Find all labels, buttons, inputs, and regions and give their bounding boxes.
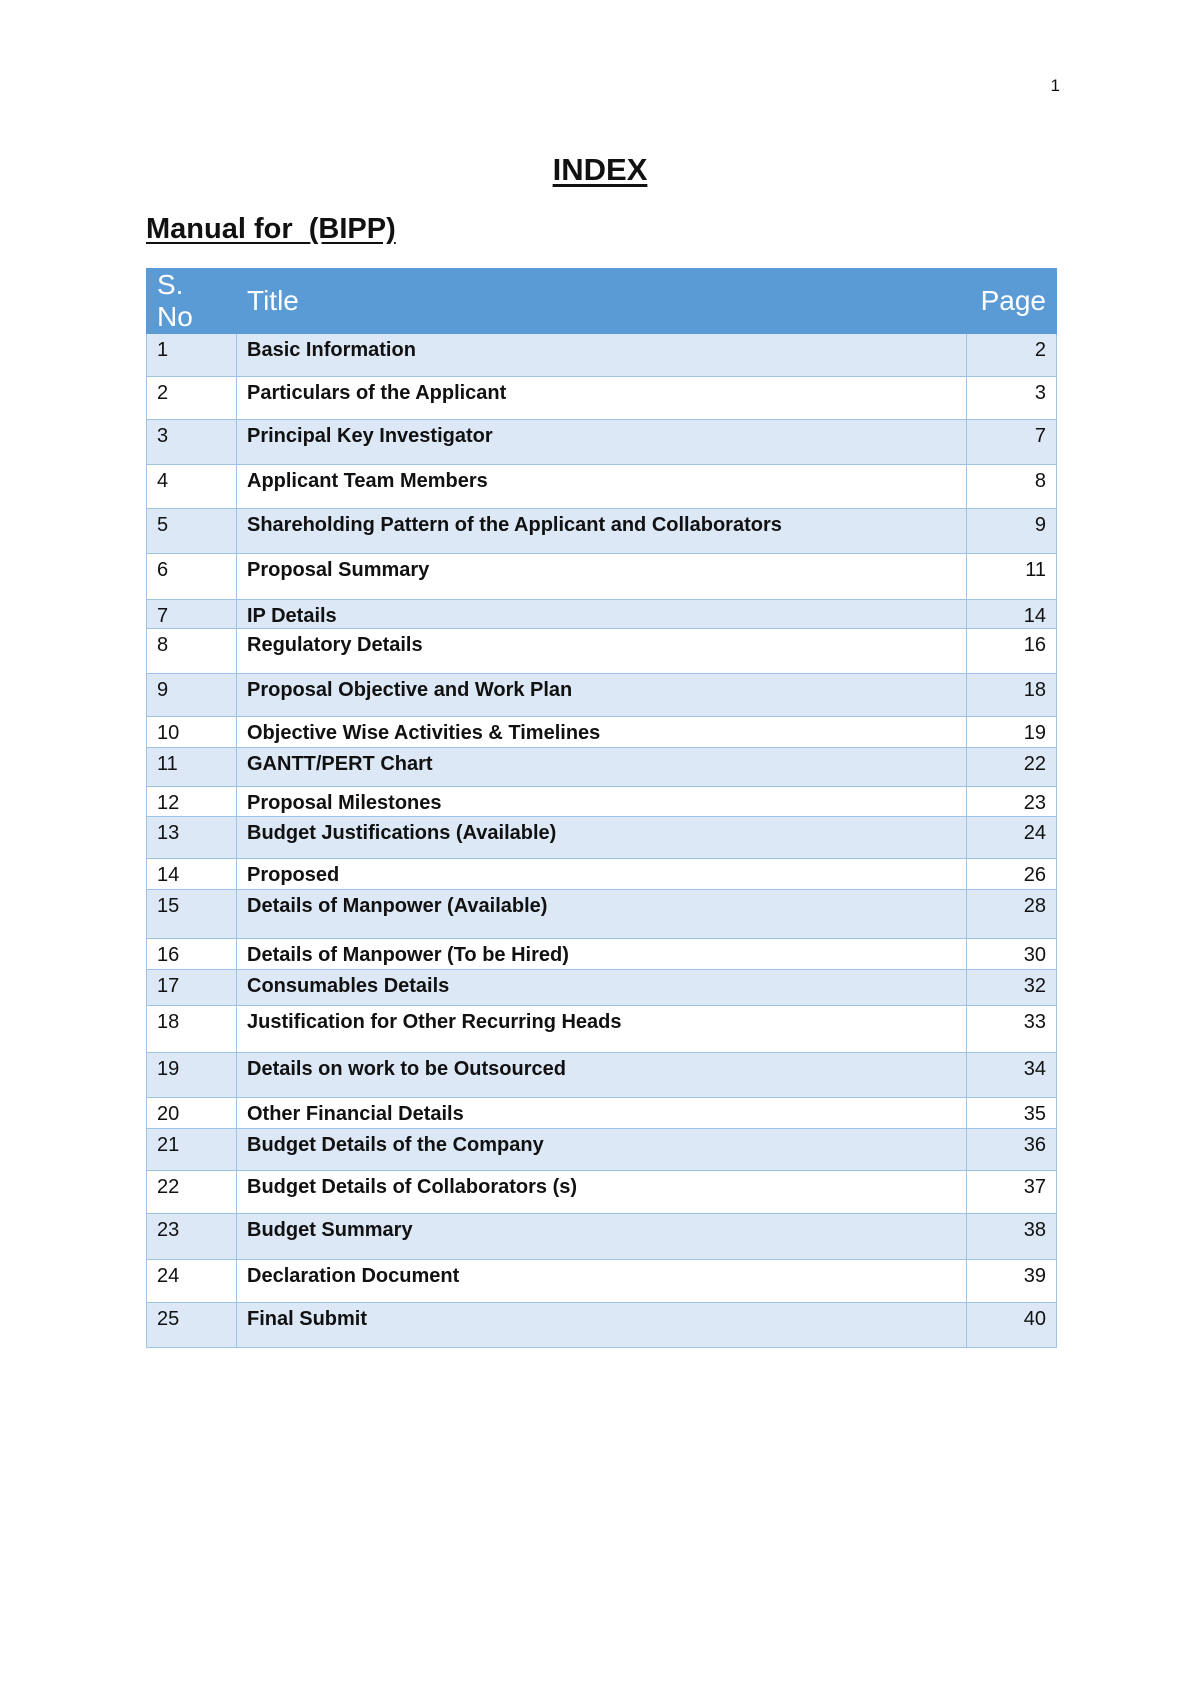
index-heading: INDEX — [552, 152, 648, 187]
table-row — [147, 817, 1057, 859]
row-sno: 9 — [147, 674, 237, 717]
row-title: Applicant Team Members — [237, 465, 967, 509]
row-title: Basic Information — [237, 334, 967, 377]
row-sno: 22 — [147, 1171, 237, 1214]
row-title: Budget Details of Collaborators (s) — [237, 1171, 967, 1214]
table-row — [147, 939, 1057, 970]
table-row — [147, 1260, 1057, 1303]
row-sno: 3 — [147, 420, 237, 465]
table-row — [147, 554, 1057, 600]
row-title: Budget Details of the Company — [237, 1129, 967, 1171]
row-title: Details of Manpower (Available) — [237, 890, 967, 939]
row-title: Final Submit — [237, 1303, 967, 1348]
table-row — [147, 1053, 1057, 1098]
row-page: 30 — [967, 939, 1057, 970]
header-title: Title — [237, 269, 967, 334]
row-title: Budget Summary — [237, 1214, 967, 1260]
row-page: 9 — [967, 509, 1057, 554]
row-sno: 17 — [147, 970, 237, 1006]
row-title: GANTT/PERT Chart — [237, 748, 967, 787]
row-page: 34 — [967, 1053, 1057, 1098]
row-page: 3 — [967, 377, 1057, 420]
row-title: Principal Key Investigator — [237, 420, 967, 465]
row-page: 28 — [967, 890, 1057, 939]
row-page: 37 — [967, 1171, 1057, 1214]
row-page: 40 — [967, 1303, 1057, 1348]
row-sno: 12 — [147, 787, 237, 817]
row-page: 32 — [967, 970, 1057, 1006]
table-row — [147, 1129, 1057, 1171]
row-sno: 2 — [147, 377, 237, 420]
row-page: 35 — [967, 1098, 1057, 1129]
row-title: Consumables Details — [237, 970, 967, 1006]
row-page: 26 — [967, 859, 1057, 890]
row-title: Regulatory Details — [237, 629, 967, 674]
table-row — [147, 970, 1057, 1006]
index-table-header — [147, 269, 1057, 334]
row-sno: 19 — [147, 1053, 237, 1098]
row-sno: 1 — [147, 334, 237, 377]
index-table-body — [147, 334, 1057, 1348]
table-row — [147, 465, 1057, 509]
row-title: Proposal Summary — [237, 554, 967, 600]
row-page: 16 — [967, 629, 1057, 674]
row-sno: 21 — [147, 1129, 237, 1171]
table-row — [147, 1303, 1057, 1348]
table-row — [147, 600, 1057, 629]
row-page: 11 — [967, 554, 1057, 600]
row-sno: 18 — [147, 1006, 237, 1053]
row-page: 14 — [967, 600, 1057, 629]
row-page: 19 — [967, 717, 1057, 748]
page-number: 1 — [1050, 76, 1060, 95]
table-row — [147, 377, 1057, 420]
row-page: 2 — [967, 334, 1057, 377]
row-title: Details of Manpower (To be Hired) — [237, 939, 967, 970]
row-sno: 6 — [147, 554, 237, 600]
row-title: Shareholding Pattern of the Applicant and Collaborators — [237, 509, 967, 554]
row-title: Proposal Objective and Work Plan — [237, 674, 967, 717]
table-row — [147, 1214, 1057, 1260]
row-title: Details on work to be Outsourced — [237, 1053, 967, 1098]
row-page: 39 — [967, 1260, 1057, 1303]
row-title: Justification for Other Recurring Heads — [237, 1006, 967, 1053]
row-title: Particulars of the Applicant — [237, 377, 967, 420]
row-page: 38 — [967, 1214, 1057, 1260]
row-sno: 24 — [147, 1260, 237, 1303]
table-row — [147, 509, 1057, 554]
table-row — [147, 717, 1057, 748]
table-row — [147, 420, 1057, 465]
row-sno: 16 — [147, 939, 237, 970]
row-title: IP Details — [237, 600, 967, 629]
row-title: Budget Justifications (Available) — [237, 817, 967, 859]
row-sno: 15 — [147, 890, 237, 939]
row-title: Objective Wise Activities & Timelines — [237, 717, 967, 748]
table-row — [147, 629, 1057, 674]
table-row — [147, 1171, 1057, 1214]
row-sno: 4 — [147, 465, 237, 509]
table-row — [147, 334, 1057, 377]
row-sno: 7 — [147, 600, 237, 629]
row-sno: 13 — [147, 817, 237, 859]
manual-title: Manual for (BIPP) — [146, 213, 396, 245]
table-row — [147, 859, 1057, 890]
row-page: 8 — [967, 465, 1057, 509]
row-title: Other Financial Details — [237, 1098, 967, 1129]
row-page: 33 — [967, 1006, 1057, 1053]
row-page: 22 — [967, 748, 1057, 787]
row-page: 23 — [967, 787, 1057, 817]
row-page: 18 — [967, 674, 1057, 717]
header-sno: S. No — [147, 269, 237, 334]
table-row — [147, 1098, 1057, 1129]
row-title: Proposed — [237, 859, 967, 890]
row-sno: 20 — [147, 1098, 237, 1129]
row-page: 36 — [967, 1129, 1057, 1171]
row-title: Declaration Document — [237, 1260, 967, 1303]
header-page: Page — [967, 269, 1057, 334]
table-row — [147, 890, 1057, 939]
row-sno: 10 — [147, 717, 237, 748]
index-table — [146, 268, 1057, 1348]
row-page: 24 — [967, 817, 1057, 859]
row-sno: 23 — [147, 1214, 237, 1260]
row-sno: 8 — [147, 629, 237, 674]
row-page: 7 — [967, 420, 1057, 465]
row-sno: 11 — [147, 748, 237, 787]
row-sno: 25 — [147, 1303, 237, 1348]
row-title: Proposal Milestones — [237, 787, 967, 817]
row-sno: 14 — [147, 859, 237, 890]
table-row — [147, 748, 1057, 787]
table-row — [147, 787, 1057, 817]
table-row — [147, 1006, 1057, 1053]
table-row — [147, 674, 1057, 717]
row-sno: 5 — [147, 509, 237, 554]
